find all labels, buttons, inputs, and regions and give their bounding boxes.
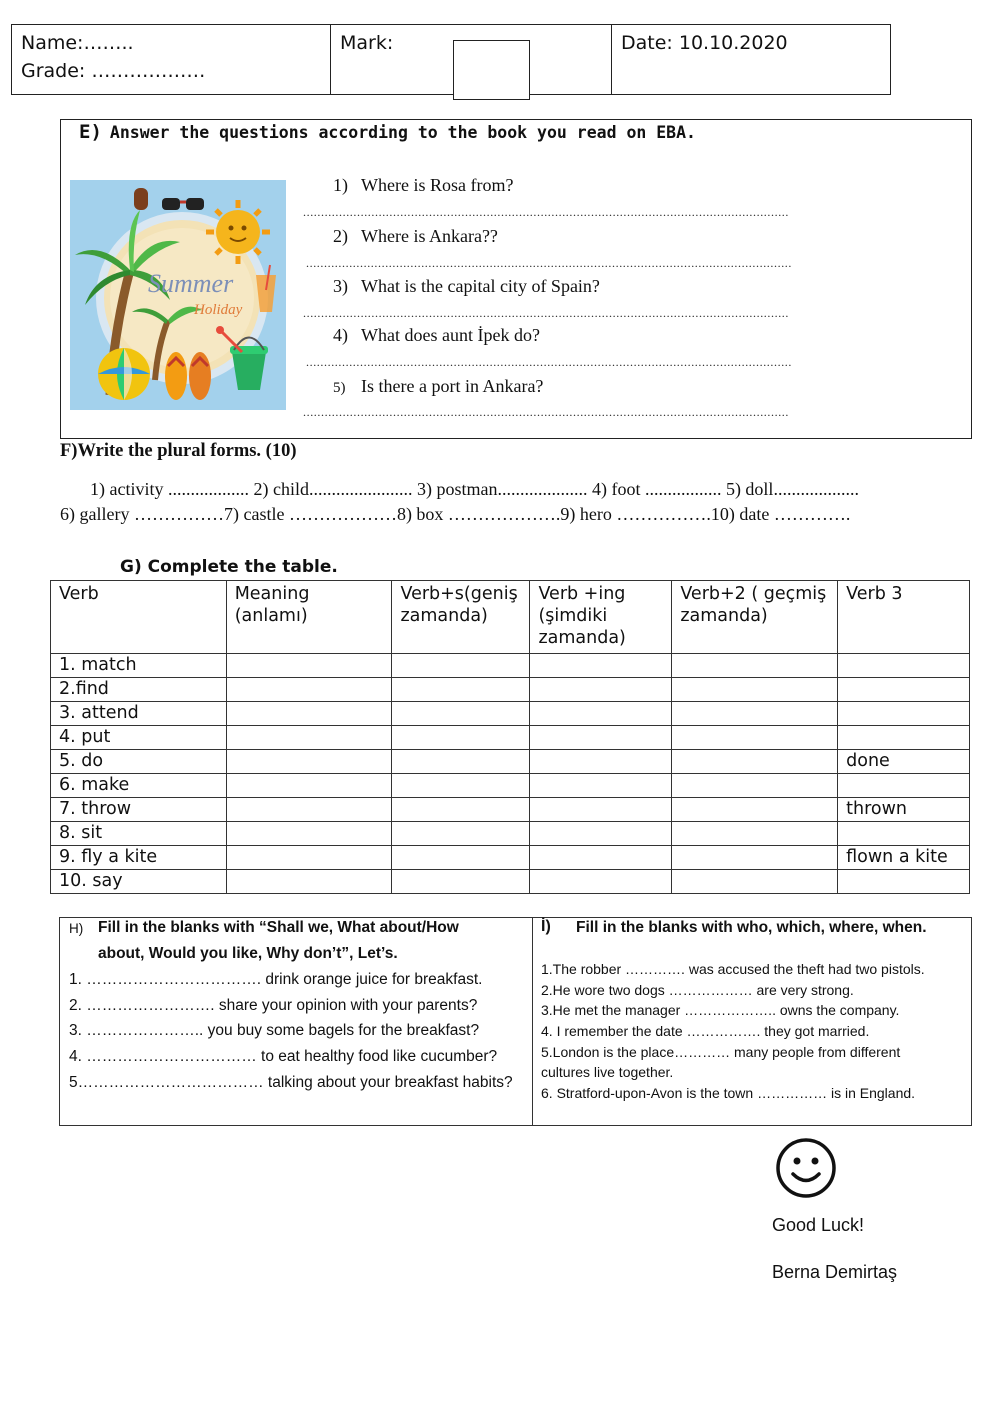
ice-cream-icon bbox=[134, 188, 148, 210]
verb-2-cell[interactable] bbox=[672, 726, 838, 750]
verb-cell: 7. throw bbox=[51, 798, 227, 822]
meaning-cell[interactable] bbox=[226, 726, 392, 750]
answer-line-5[interactable]: ....................................................................................................................................... bbox=[303, 405, 789, 419]
mark-box[interactable] bbox=[453, 40, 530, 100]
table-row bbox=[51, 726, 970, 750]
question-1: 1) Where is Rosa from? bbox=[333, 175, 514, 195]
image-title: Summer bbox=[148, 269, 234, 298]
meaning-cell[interactable] bbox=[226, 822, 392, 846]
i-item-5[interactable]: 5.London is the place………… many people from different bbox=[541, 1044, 901, 1060]
i-item-3[interactable]: 3.He met the manager ……………….. owns the company. bbox=[541, 1002, 900, 1018]
verb-3-cell[interactable] bbox=[838, 654, 970, 678]
verb-cell: 10. say bbox=[51, 870, 227, 894]
verb-ing-cell[interactable] bbox=[530, 846, 672, 870]
verb-3-cell[interactable]: thrown bbox=[838, 798, 970, 822]
verb-2-cell[interactable] bbox=[672, 750, 838, 774]
verb-table-header bbox=[51, 581, 970, 654]
verb-3-cell[interactable] bbox=[838, 870, 970, 894]
verb-cell: 3. attend bbox=[51, 702, 227, 726]
verb-s-cell[interactable] bbox=[392, 678, 530, 702]
verb-ing-cell[interactable] bbox=[530, 774, 672, 798]
verb-3-cell[interactable] bbox=[838, 774, 970, 798]
h-item-4[interactable]: 4. …………………………… to eat healthy food like cucumber? bbox=[69, 1048, 498, 1065]
table-row bbox=[51, 822, 970, 846]
section-e-title bbox=[79, 121, 696, 143]
table-row bbox=[51, 702, 970, 726]
meaning-cell[interactable] bbox=[226, 678, 392, 702]
verb-ing-cell[interactable] bbox=[530, 726, 672, 750]
verb-2-cell[interactable] bbox=[672, 678, 838, 702]
verb-table bbox=[50, 580, 970, 894]
header-verb: Verb bbox=[51, 581, 227, 654]
verb-3-cell[interactable]: flown a kite bbox=[838, 846, 970, 870]
verb-s-cell[interactable] bbox=[392, 798, 530, 822]
mark-label: Mark: bbox=[340, 32, 394, 54]
author-name: Berna Demirtaş bbox=[772, 1262, 898, 1282]
table-row bbox=[51, 678, 970, 702]
verb-cell: 4. put bbox=[51, 726, 227, 750]
meaning-cell[interactable] bbox=[226, 774, 392, 798]
verb-3-cell[interactable] bbox=[838, 822, 970, 846]
meaning-cell[interactable] bbox=[226, 654, 392, 678]
table-row bbox=[51, 654, 970, 678]
verb-s-cell[interactable] bbox=[392, 750, 530, 774]
table-row bbox=[51, 846, 970, 870]
table-row bbox=[51, 774, 970, 798]
table-row bbox=[51, 870, 970, 894]
answer-line-1[interactable]: ....................................................................................................................................... bbox=[303, 205, 789, 219]
verb-ing-cell[interactable] bbox=[530, 822, 672, 846]
question-2: 2) Where is Ankara?? bbox=[333, 226, 498, 246]
i-item-6[interactable]: 6. Stratford-upon-Avon is the town …………… is in England. bbox=[541, 1085, 916, 1101]
verb-2-cell[interactable] bbox=[672, 822, 838, 846]
plural-row-1[interactable]: 1) activity .................. 2) child....................... 3) postman.................... 4) foot ................. 5) doll................... bbox=[90, 479, 859, 499]
section-h-letter: H) bbox=[69, 921, 84, 936]
header-meaning: Meaning (anlamı) bbox=[226, 581, 392, 654]
verb-2-cell[interactable] bbox=[672, 654, 838, 678]
question-4: 4) What does aunt İpek do? bbox=[333, 325, 540, 345]
verb-2-cell[interactable] bbox=[672, 702, 838, 726]
good-luck-text: Good Luck! bbox=[772, 1215, 865, 1235]
section-h-title-line1: Fill in the blanks with “Shall we, What about/How bbox=[98, 919, 459, 936]
table-row bbox=[51, 798, 970, 822]
summer-holiday-image bbox=[70, 180, 286, 410]
verb-cell: 9. fly a kite bbox=[51, 846, 227, 870]
date-label: Date: 10.10.2020 bbox=[621, 32, 788, 54]
verb-ing-cell[interactable] bbox=[530, 654, 672, 678]
answer-line-2[interactable]: ....................................................................................................................................... bbox=[306, 256, 792, 270]
verb-s-cell[interactable] bbox=[392, 870, 530, 894]
verb-s-cell[interactable] bbox=[392, 774, 530, 798]
section-e-instruction: Answer the questions according to the book you read on EBA. bbox=[109, 123, 696, 142]
verb-2-cell[interactable] bbox=[672, 798, 838, 822]
i-item-1[interactable]: 1.The robber …………. was accused the theft had two pistols. bbox=[541, 961, 925, 977]
h-item-5[interactable]: 5……………………………… talking about your breakfast habits? bbox=[69, 1074, 513, 1091]
smiley-icon bbox=[775, 1137, 837, 1199]
h-item-3[interactable]: 3. ………………….. you buy some bagels for the breakfast? bbox=[69, 1022, 480, 1039]
verb-3-cell[interactable] bbox=[838, 702, 970, 726]
h-item-2[interactable]: 2. ……………………. share your opinion with your parents? bbox=[69, 997, 478, 1014]
name-grade-cell bbox=[12, 25, 331, 94]
verb-2-cell[interactable] bbox=[672, 774, 838, 798]
question-3: 3) What is the capital city of Spain? bbox=[333, 276, 600, 296]
plural-row-2[interactable]: 6) gallery ……………7) castle ………………8) box ……………….9) hero …………….10) date …………. bbox=[60, 504, 851, 524]
section-h-title-line2: about, Would you like, Why don’t”, Let’s. bbox=[98, 945, 398, 962]
verb-cell: 2.find bbox=[51, 678, 227, 702]
meaning-cell[interactable] bbox=[226, 702, 392, 726]
i-item-4[interactable]: 4. I remember the date ……………. they got married. bbox=[541, 1023, 870, 1039]
meaning-cell[interactable] bbox=[226, 846, 392, 870]
verb-cell: 8. sit bbox=[51, 822, 227, 846]
verb-ing-cell[interactable] bbox=[530, 678, 672, 702]
section-e-letter: E) bbox=[79, 121, 102, 143]
i-item-5-cont: cultures live together. bbox=[541, 1064, 674, 1080]
verb-3-cell[interactable] bbox=[838, 678, 970, 702]
verb-2-cell[interactable] bbox=[672, 846, 838, 870]
verb-3-cell[interactable]: done bbox=[838, 750, 970, 774]
verb-cell: 6. make bbox=[51, 774, 227, 798]
verb-ing-cell[interactable] bbox=[530, 702, 672, 726]
verb-cell: 1. match bbox=[51, 654, 227, 678]
date-cell bbox=[612, 25, 892, 94]
section-i-letter: İ) bbox=[541, 918, 551, 935]
verb-3-cell[interactable] bbox=[838, 726, 970, 750]
section-divider bbox=[532, 917, 533, 1126]
answer-line-4[interactable]: ....................................................................................................................................... bbox=[306, 355, 792, 369]
verb-ing-cell[interactable] bbox=[530, 870, 672, 894]
section-g-title: G) Complete the table. bbox=[120, 557, 338, 577]
verb-s-cell[interactable] bbox=[392, 846, 530, 870]
table-row bbox=[51, 750, 970, 774]
verb-ing-cell[interactable] bbox=[530, 798, 672, 822]
verb-s-cell[interactable] bbox=[392, 702, 530, 726]
header-verb-2: Verb+2 ( geçmiş zamanda) bbox=[672, 581, 838, 654]
header-verb-3: Verb 3 bbox=[838, 581, 970, 654]
header-table bbox=[11, 24, 891, 95]
header-verb-s: Verb+s(geniş zamanda) bbox=[392, 581, 530, 654]
question-5: 5) Is there a port in Ankara? bbox=[333, 376, 544, 396]
h-item-1[interactable]: 1. ……………………………. drink orange juice for breakfast. bbox=[69, 971, 483, 988]
verb-s-cell[interactable] bbox=[392, 654, 530, 678]
answer-line-3[interactable]: ....................................................................................................................................... bbox=[303, 306, 789, 320]
verb-cell: 5. do bbox=[51, 750, 227, 774]
meaning-cell[interactable] bbox=[226, 870, 392, 894]
header-verb-ing: Verb +ing (şimdiki zamanda) bbox=[530, 581, 672, 654]
i-item-2[interactable]: 2.He wore two dogs ……………… are very strong. bbox=[541, 982, 854, 998]
verb-ing-cell[interactable] bbox=[530, 750, 672, 774]
image-subtitle: Holiday bbox=[194, 302, 243, 318]
beach-ball-icon bbox=[98, 348, 150, 400]
name-field[interactable]: Name:…….. bbox=[21, 32, 134, 54]
meaning-cell[interactable] bbox=[226, 750, 392, 774]
verb-2-cell[interactable] bbox=[672, 870, 838, 894]
grade-field[interactable]: Grade: ……………… bbox=[21, 60, 206, 82]
verb-s-cell[interactable] bbox=[392, 822, 530, 846]
section-f-title: F)Write the plural forms. (10) bbox=[60, 441, 297, 461]
meaning-cell[interactable] bbox=[226, 798, 392, 822]
verb-s-cell[interactable] bbox=[392, 726, 530, 750]
section-i-title: Fill in the blanks with who, which, where, when. bbox=[576, 919, 927, 936]
